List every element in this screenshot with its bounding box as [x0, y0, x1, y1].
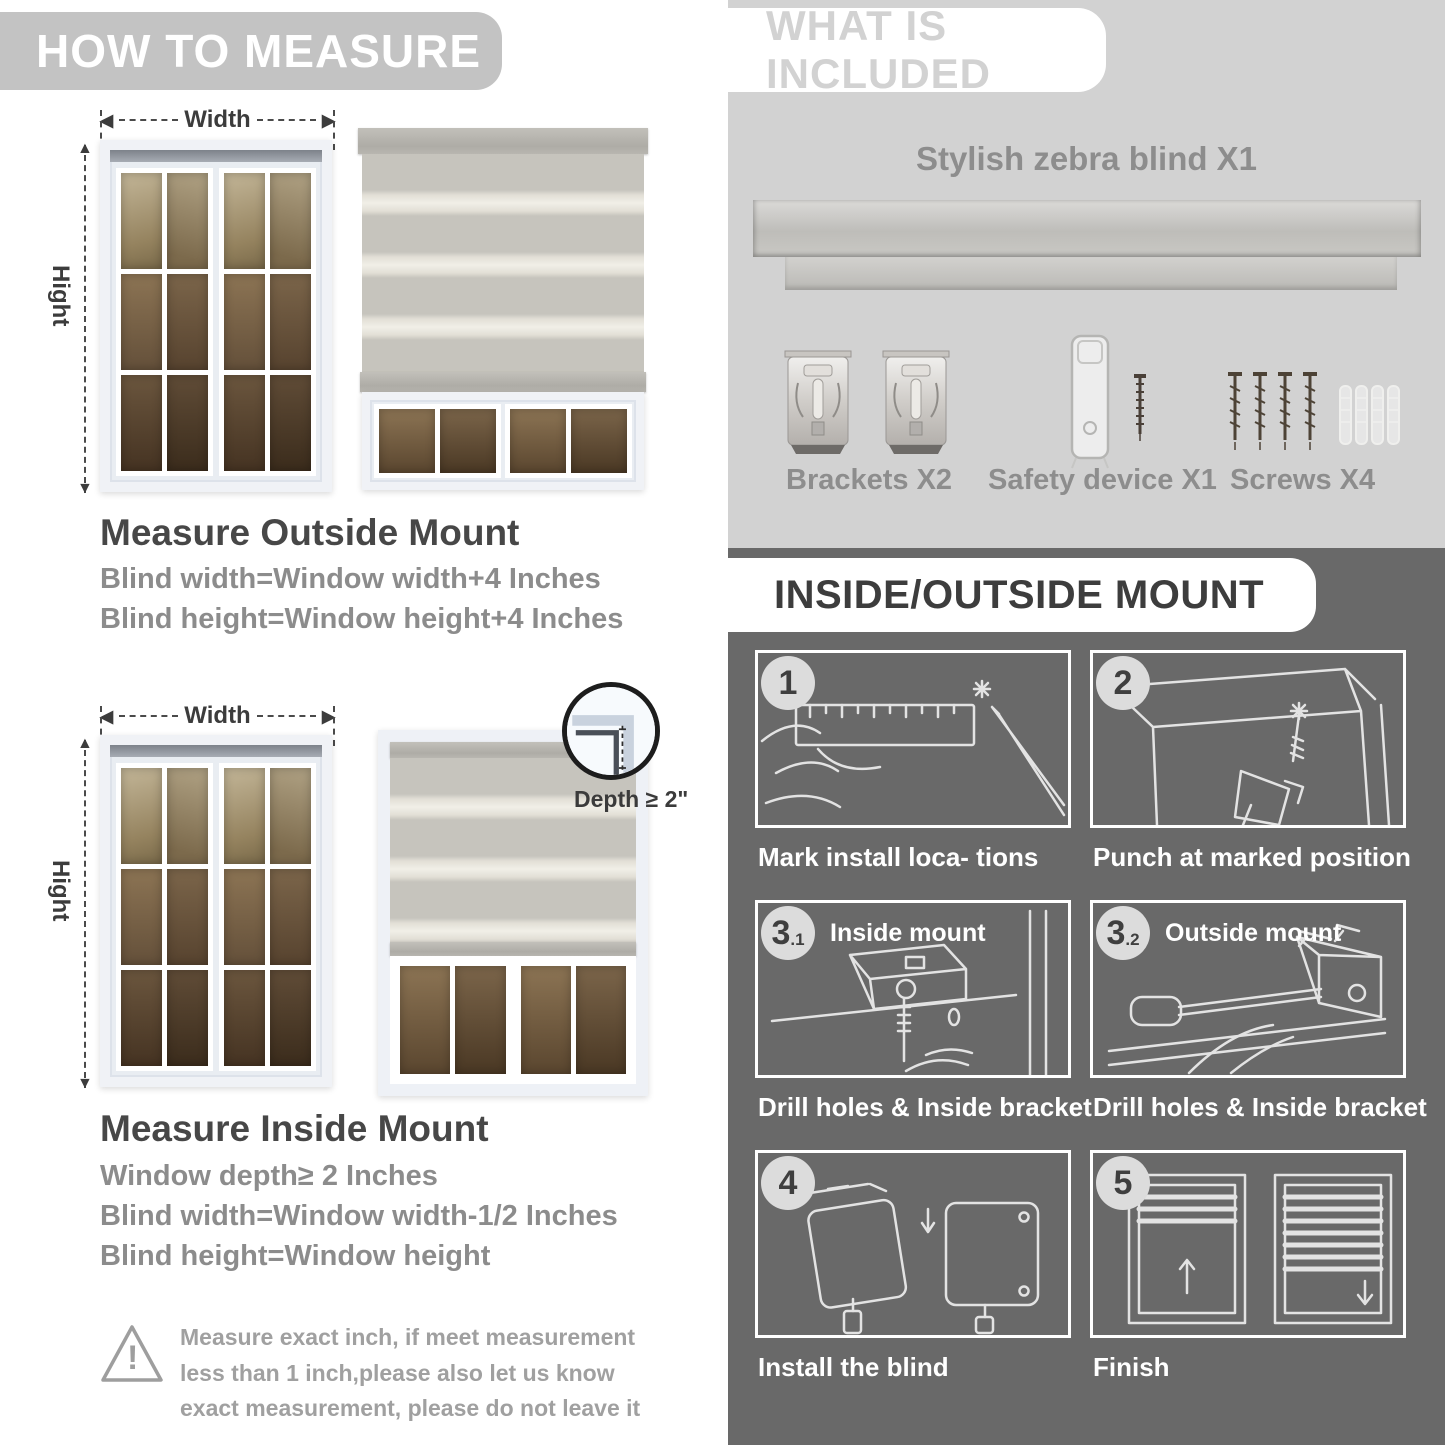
step-caption-4: Install the blind — [758, 1352, 949, 1382]
arrow-left-icon: ◀ — [100, 706, 114, 726]
width-arrow-inside — [100, 702, 335, 730]
outside-mount-title: Measure Outside Mount — [100, 512, 520, 553]
height-label-inside: Hight — [47, 860, 74, 922]
step-panel-3-1 — [755, 900, 1071, 1078]
brackets-label: Brackets X2 — [786, 464, 953, 496]
step-badge: 5 — [1096, 1156, 1150, 1210]
window-under-blind — [362, 392, 644, 490]
height-arrow-outside — [77, 140, 93, 497]
blind-headrail-illustration — [753, 200, 1421, 257]
what-is-included-title: WHAT IS INCLUDED — [766, 2, 991, 97]
width-label-inside: Width — [184, 702, 251, 729]
height-label-outside: Hight — [47, 265, 74, 327]
height-arrow-inside — [77, 735, 93, 1092]
mount-steps-section — [728, 548, 1445, 1445]
step-badge: 3 .2 — [1096, 906, 1150, 960]
window-sash — [116, 168, 213, 476]
arrow-up-icon: ▲ — [77, 140, 93, 157]
window-sash — [116, 763, 213, 1071]
step-badge: 4 — [761, 1156, 815, 1210]
screws-label: Screws X4 — [1230, 464, 1376, 496]
step-badge: 1 — [761, 656, 815, 710]
window-corner-detail — [567, 687, 655, 775]
width-label-outside: Width — [184, 106, 251, 133]
mount-title: INSIDE/OUTSIDE MOUNT — [774, 572, 1265, 617]
step-panel-2 — [1090, 650, 1406, 828]
arrow-right-icon: ▶ — [321, 706, 336, 726]
blind-stripes — [362, 154, 644, 372]
measure-warning-text: Measure exact inch, if meet measurement less than 1 inch,please also let us know exact measurement, please do not leave it — [180, 1324, 641, 1422]
step-badge: 2 — [1096, 656, 1150, 710]
warning-icon — [98, 1322, 166, 1386]
window-photo-outside — [100, 140, 332, 492]
arrow-left-icon: ◀ — [100, 110, 114, 130]
zebra-blind-inside-illustration — [378, 730, 648, 1096]
step-caption-5: Finish — [1093, 1352, 1170, 1382]
step-panel-4 — [755, 1150, 1071, 1338]
step-label: Inside mount — [830, 919, 986, 947]
depth-magnifier — [562, 682, 660, 780]
step-label: Outside mount — [1165, 919, 1342, 947]
safety-device-icon — [1046, 332, 1166, 472]
outside-rule-height: Blind height=Window height+4 Inches — [100, 603, 624, 635]
arrow-down-icon: ▼ — [77, 1075, 93, 1092]
blind-bottomrail-illustration — [785, 257, 1397, 290]
step-panel-3-2 — [1090, 900, 1406, 1078]
step-panel-1 — [755, 650, 1071, 828]
inside-rule-depth: Window depth≥ 2 Inches — [100, 1160, 438, 1192]
zebra-blind-outside-illustration — [362, 128, 644, 490]
what-is-included-banner — [714, 2, 1106, 97]
step-caption-3-2: Drill holes & Inside bracket — [1093, 1092, 1427, 1122]
window-under-blind — [390, 956, 636, 1084]
step-caption-1: Mark install loca- tions — [758, 842, 1039, 872]
exclamation-mark: ! — [127, 1339, 139, 1377]
screws-icon — [1220, 368, 1410, 464]
mount-banner — [728, 558, 1316, 632]
arrow-down-icon: ▼ — [77, 480, 93, 497]
window-sash — [219, 763, 316, 1071]
inside-mount-title: Measure Inside Mount — [100, 1108, 489, 1149]
arrow-up-icon: ▲ — [77, 735, 93, 752]
width-arrow-outside — [100, 106, 335, 134]
window-lintel — [110, 150, 322, 162]
inside-rule-width: Blind width=Window width-1/2 Inches — [100, 1200, 618, 1232]
brackets-icon — [783, 345, 953, 463]
how-to-measure-banner — [0, 12, 502, 90]
window-photo-inside — [100, 735, 332, 1087]
blind-bottom-rail — [390, 942, 636, 956]
blind-item-label: Stylish zebra blind X1 — [915, 140, 1258, 177]
blind-bottom-rail — [360, 372, 646, 392]
depth-label: Depth ≥ 2" — [574, 786, 689, 812]
step-caption-2: Punch at marked position — [1093, 842, 1411, 872]
inside-rule-height: Blind height=Window height — [100, 1240, 491, 1272]
outside-rule-width: Blind width=Window width+4 Inches — [100, 563, 601, 595]
step-badge: 3 .1 — [761, 906, 815, 960]
safety-device-label: Safety device X1 — [988, 464, 1217, 496]
what-is-included-section — [728, 0, 1445, 548]
arrow-right-icon: ▶ — [321, 110, 336, 130]
window-sash — [219, 168, 316, 476]
window-lintel — [110, 745, 322, 757]
step-caption-3-1: Drill holes & Inside bracket — [758, 1092, 1092, 1122]
how-to-measure-title: HOW TO MEASURE — [36, 25, 482, 77]
blind-cassette — [358, 128, 648, 154]
step-panel-5 — [1090, 1150, 1406, 1338]
